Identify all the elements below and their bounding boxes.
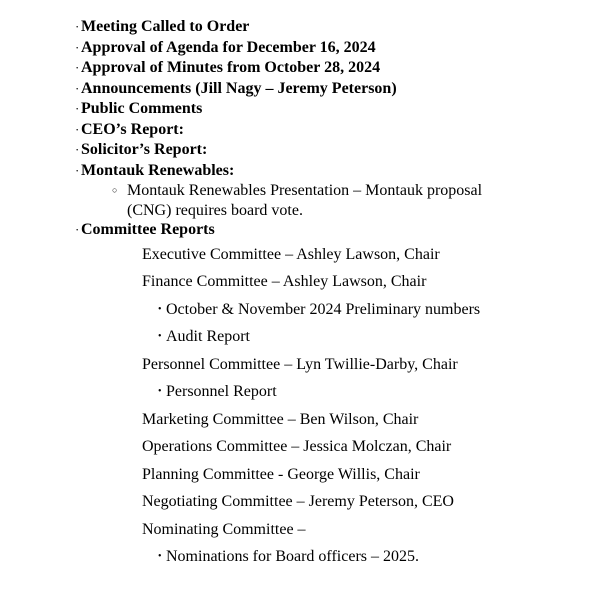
disc-bullet-icon: • xyxy=(158,303,162,315)
agenda-item xyxy=(0,516,600,544)
agenda-item-text: Committee Reports xyxy=(81,221,215,238)
agenda-item xyxy=(0,488,600,516)
agenda-item-text: Announcements (Jill Nagy – Jeremy Peterson) xyxy=(81,79,397,97)
circle-bullet-icon: ○ xyxy=(112,185,118,195)
agenda-item xyxy=(0,406,600,434)
agenda-item xyxy=(0,181,600,220)
dot-bullet-icon: · xyxy=(75,222,80,237)
agenda-item-text: Personnel Report xyxy=(166,383,277,400)
agenda-item-text: Approval of Agenda for December 16, 2024 xyxy=(81,38,376,56)
agenda-item-text: Operations Committee – Jessica Molczan, Chair xyxy=(142,438,452,455)
agenda-item xyxy=(0,58,600,79)
agenda-item xyxy=(0,268,600,296)
dot-bullet-icon: · xyxy=(75,39,80,55)
agenda-item-text: Planning Committee - George Willis, Chair xyxy=(142,465,420,483)
agenda-item-text: Audit Report xyxy=(166,328,250,345)
dot-bullet-icon: · xyxy=(75,101,80,116)
agenda-item-text: Public Comments xyxy=(81,100,203,117)
agenda-item xyxy=(0,241,600,269)
disc-bullet-icon: • xyxy=(158,331,162,342)
agenda-item xyxy=(0,99,600,120)
agenda-item xyxy=(0,120,600,141)
dot-bullet-icon: · xyxy=(75,162,80,178)
disc-bullet-icon: • xyxy=(158,551,162,562)
agenda-list xyxy=(0,17,600,571)
dot-bullet-icon: · xyxy=(75,121,80,137)
agenda-item-text: Negotiating Committee – Jeremy Peterson, CEO xyxy=(142,493,454,510)
agenda-item-text: Marketing Committee – Ben Wilson, Chair xyxy=(142,410,419,428)
agenda-item-text: October & November 2024 Preliminary numbers xyxy=(166,300,481,318)
dot-bullet-icon: · xyxy=(75,19,80,34)
agenda-item-text: Personnel Committee – Lyn Twillie-Darby, Chair xyxy=(142,355,458,373)
agenda-item xyxy=(0,543,600,571)
agenda-item xyxy=(0,38,600,59)
agenda-item xyxy=(0,351,600,379)
dot-bullet-icon: · xyxy=(75,60,80,75)
agenda-item-text: Solicitor’s Report: xyxy=(81,141,208,158)
agenda-item xyxy=(0,296,600,324)
agenda-item xyxy=(0,161,600,182)
agenda-item-text: Nominations for Board officers – 2025. xyxy=(166,548,419,565)
agenda-item-text: Nominating Committee – xyxy=(142,520,306,538)
agenda-item xyxy=(0,323,600,351)
agenda-item xyxy=(0,79,600,100)
agenda-item xyxy=(0,433,600,461)
agenda-item-text: Meeting Called to Order xyxy=(81,18,250,35)
agenda-item-text: Finance Committee – Ashley Lawson, Chair xyxy=(142,273,427,290)
agenda-item-text: CEO’s Report: xyxy=(81,120,184,138)
agenda-item xyxy=(0,17,600,38)
agenda-item xyxy=(0,461,600,489)
agenda-item xyxy=(0,378,600,406)
dot-bullet-icon: · xyxy=(75,80,80,96)
dot-bullet-icon: · xyxy=(75,142,80,157)
agenda-item xyxy=(0,140,600,161)
agenda-item-text: Montauk Renewables Presentation – Montauk proposal (CNG) requires board vote. xyxy=(127,182,483,219)
agenda-item xyxy=(0,220,600,241)
agenda-item-text: Executive Committee – Ashley Lawson, Chair xyxy=(142,245,440,263)
agenda-item-text: Montauk Renewables: xyxy=(81,161,235,179)
disc-bullet-icon: • xyxy=(158,386,162,397)
agenda-item-text: Approval of Minutes from October 28, 2024 xyxy=(81,59,381,76)
